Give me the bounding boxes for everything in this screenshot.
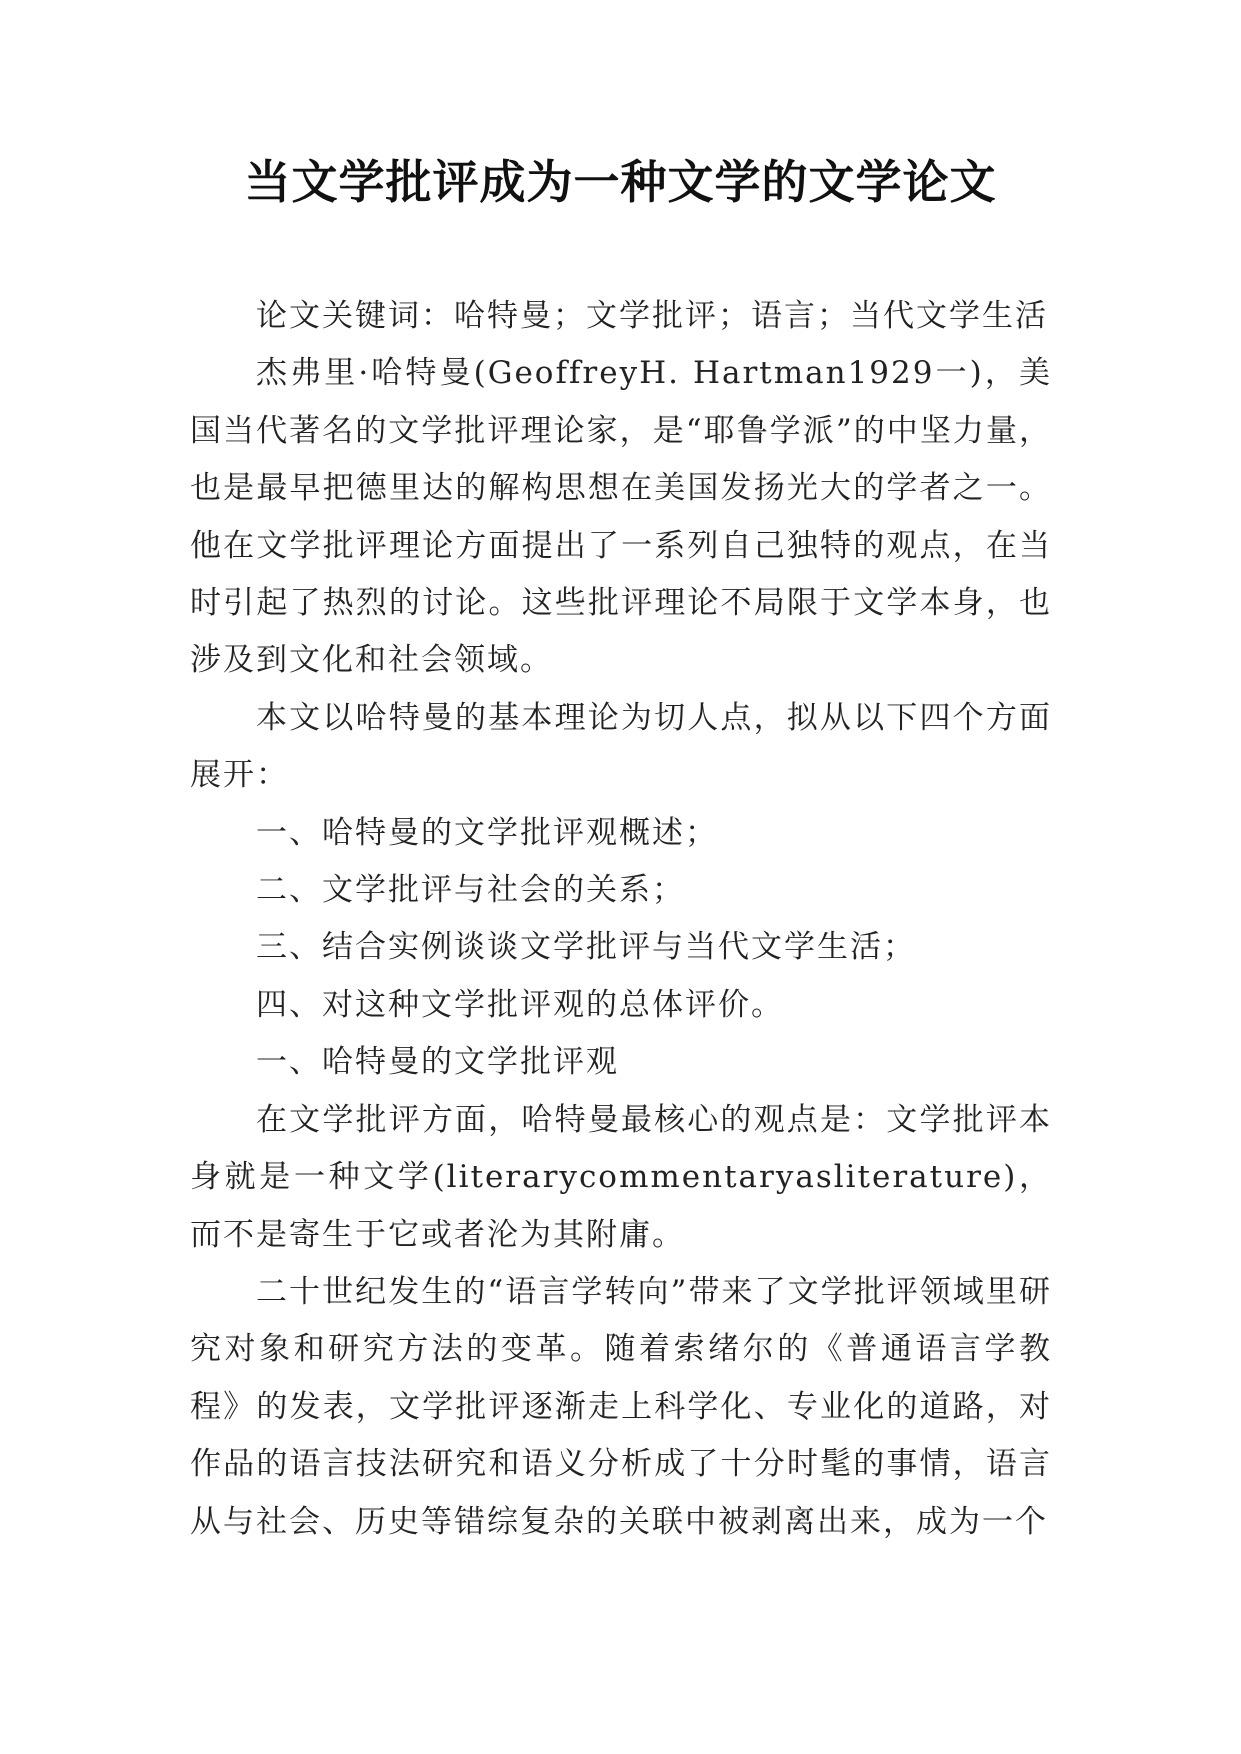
outline-item-4: 四、对这种文学批评观的总体评价。 [256,986,784,1023]
section-heading-1: 一、哈特曼的文学批评观 [256,1044,619,1081]
outline-item-2: 二、文学批评与社会的关系； [256,872,685,909]
document-title: 当文学批评成为一种文学的文学论文 [244,155,997,209]
outline-item-1: 一、哈特曼的文学批评观概述； [256,814,718,851]
keywords-paragraph: 论文关键词：哈特曼；文学批评；语言；当代文学生活 [256,298,1048,334]
document-body [190,288,1052,1551]
core-view-paragraph: 在文学批评方面，哈特曼最核心的观点是：文学批评本身就是一种文学(literarycommentaryasliterature)，而不是寄生于它或者沦为其附庸。 [190,1101,1052,1253]
intro-paragraph: 杰弗里·哈特曼(GeoffreyH. Hartman1929一)，美国当代著名的文学批评理论家，是“耶鲁学派”的中坚力量，也是最早把德里达的解构思想在美国发扬光大的学者之一。他在文学批评理论方面提出了一系列自己独特的观点，在当时引起了热烈的讨论。这些批评理论不局限于文学本身，也涉及到文化和社会领域。 [190,355,1052,679]
outline-item-3: 三、结合实例谈谈文学批评与当代文学生活； [256,929,916,966]
outline-intro-paragraph: 本文以哈特曼的基本理论为切人点，拟从以下四个方面展开： [190,699,1052,794]
linguistic-turn-paragraph: 二十世纪发生的“语言学转向”带来了文学批评领域里研究对象和研究方法的变革。随着索绪尔的《普通语言学教程》的发表，文学批评逐渐走上科学化、专业化的道路，对作品的语言技法研究和语义分析成了十分时髦的事情，语言从与社会、历史等错综复杂的关联中被剥离出来，成为一个 [190,1273,1052,1540]
